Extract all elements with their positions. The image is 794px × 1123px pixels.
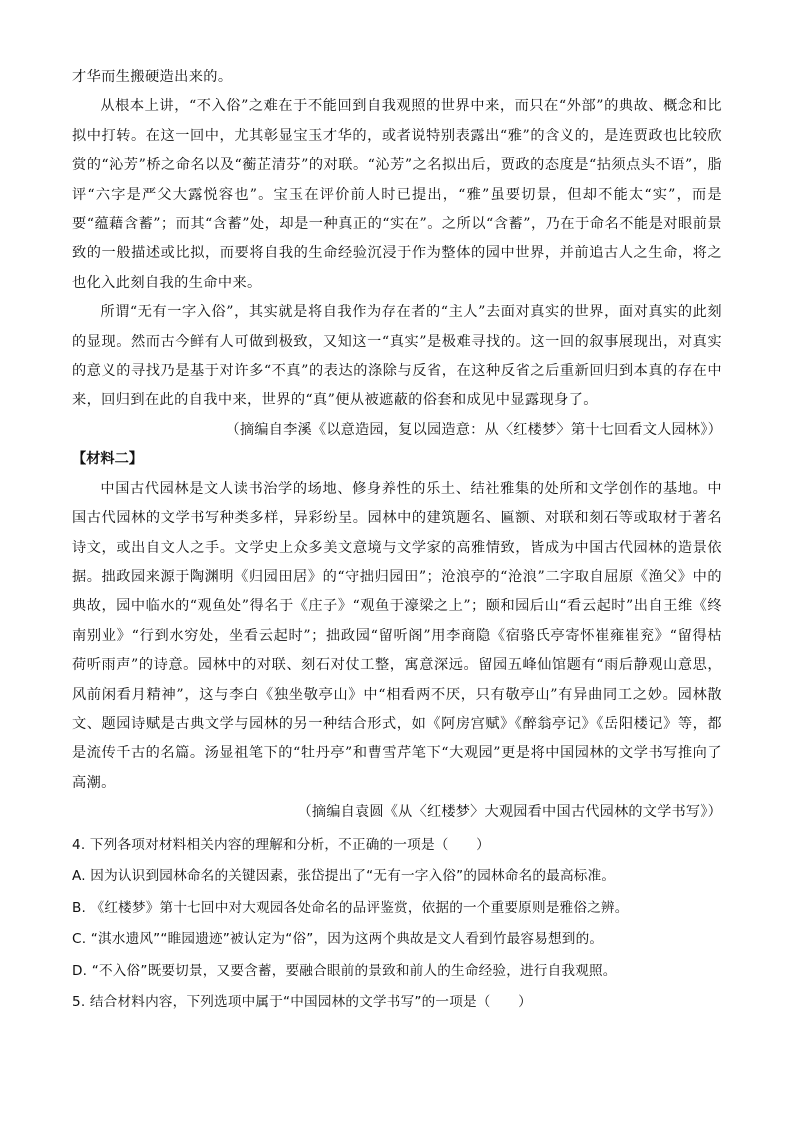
question-4-option-b[interactable]: B. 《红楼梦》第十七回中对大观园各处命名的品评鉴赏，依据的一个重要原则是雅俗之辨。 xyxy=(72,899,629,916)
question-4-option-c[interactable]: C. “淇水遗风”“睢园遗迹”被认定为“俗”，因为这两个典故是文人看到竹最容易想到的。 xyxy=(72,931,604,948)
material-two-section xyxy=(72,445,722,827)
question-4-option-d[interactable]: D. “不入俗”既要切景，又要含蓄，要融合眼前的景致和前人的生命经验，进行自我观照。 xyxy=(72,962,617,979)
paragraph-not-vulgar: 从根本上讲，“不入俗”之难在于不能回到自我观照的世界中来，而只在“外部”的典故、概念和比拟中打转。在这一回中，尤其彰显宝玉才华的，或者说特别表露出“雅”的含义的，是连贾政也比较欣赏的“沁芳”桥之命名以及“蘅芷清芬”的对联。“沁芳”之名拟出后，贾政的态度是“拈须点头不语”，脂评“六字是严父大露悦容也”。宝玉在评价前人时已提出，“雅”虽要切景，但却不能太“实”，而是要“蕴藉含蓄”；而其“含蓄”处，却是一种真正的“实在”。之所以“含蓄”，乃在于命名不能是对眼前景致的一般描述或比拟，而要将自我的生命经验沉浸于作为整体的园中世界，并前追古人之生命，将之也化入此刻自我的生命中来。 xyxy=(72,98,722,291)
question-4 xyxy=(72,830,722,988)
paragraph-garden-literature: 中国古代园林是文人读书治学的场地、修身养性的乐土、结社雅集的处所和文学创作的基地。中国古代园林的文学书写种类多样，异彩纷呈。园林中的建筑题名、匾额、对联和刻石等或取材于著名诗文，或出自文人之手。文学史上众多美文意境与文学家的高雅情致，皆成为中国古代园林的造景依据。拙政园来源于陶渊明《归园田居》的“守拙归园田”；沧浪亭的“沧浪”二字取自屈原《渔父》中的典故，园中临水的“观鱼处”得名于《庄子》“观鱼于濠梁之上”；颐和园后山“看云起时”出自王维《终南别业》“行到水穷处，坐看云起时”；拙政园“留听阁”用李商隐《宿骆氏亭寄怀崔雍崔兖》“留得枯荷听雨声”的诗意。园林中的对联、刻石对仗工整，寓意深远。留园五峰仙馆题有“雨后静观山意思，风前闲看月精神”，这与李白《独坐敬亭山》中“相看两不厌，只有敬亭山”有异曲同工之妙。园林散文、题园诗赋是古典文学与园林的另一种结合形式，如《阿房宫赋》《醉翁亭记》《岳阳楼记》等，都是流传千古的名篇。汤显祖笔下的“牡丹亭”和曹雪芹笔下“大观园”更是将中国园林的文学书写推向了高潮。 xyxy=(72,480,722,791)
paragraph-continuation: 才华而生搬硬造出来的。 xyxy=(72,69,233,85)
question-5 xyxy=(72,987,722,1019)
document-page xyxy=(72,63,722,1019)
question-4-option-a[interactable]: A. 因为认识到园林命名的关键因素，张岱提出了“无有一字入俗”的园林命名的最高标准。 xyxy=(72,868,616,885)
question-4-stem: 4. 下列各项对材料相关内容的理解和分析，不正确的一项是（ ） xyxy=(72,836,490,853)
question-5-stem: 5. 结合材料内容，下列选项中属于“中国园林的文学书写”的一项是（ ） xyxy=(72,994,532,1011)
material-one-citation: （摘编自李溪《以意造园，复以园造意：从〈红楼梦〉第十七回看文人园林》） xyxy=(225,421,722,438)
material-two-citation: （摘编自袁圆《从〈红楼梦〉大观园看中国古代园林的文学书写》） xyxy=(297,804,722,821)
material-two-heading: 【材料二】 xyxy=(72,451,143,468)
paragraph-no-word-vulgar: 所谓“无有一字入俗”，其实就是将自我作为存在者的“主人”去面对真实的世界，面对真实的此刻的显现。然而古今鲜有人可做到极致，又知这一“真实”是极难寻找的。这一回的叙事展现出，对真实的意义的寻找乃是基于对许多“不真”的表达的涤除与反省，在这种反省之后重新回归到本真的存在中来，回归到在此的自我中来，世界的“真”便从被遮蔽的俗套和成见中显露现身了。 xyxy=(72,304,722,409)
material-one-section xyxy=(72,63,722,445)
